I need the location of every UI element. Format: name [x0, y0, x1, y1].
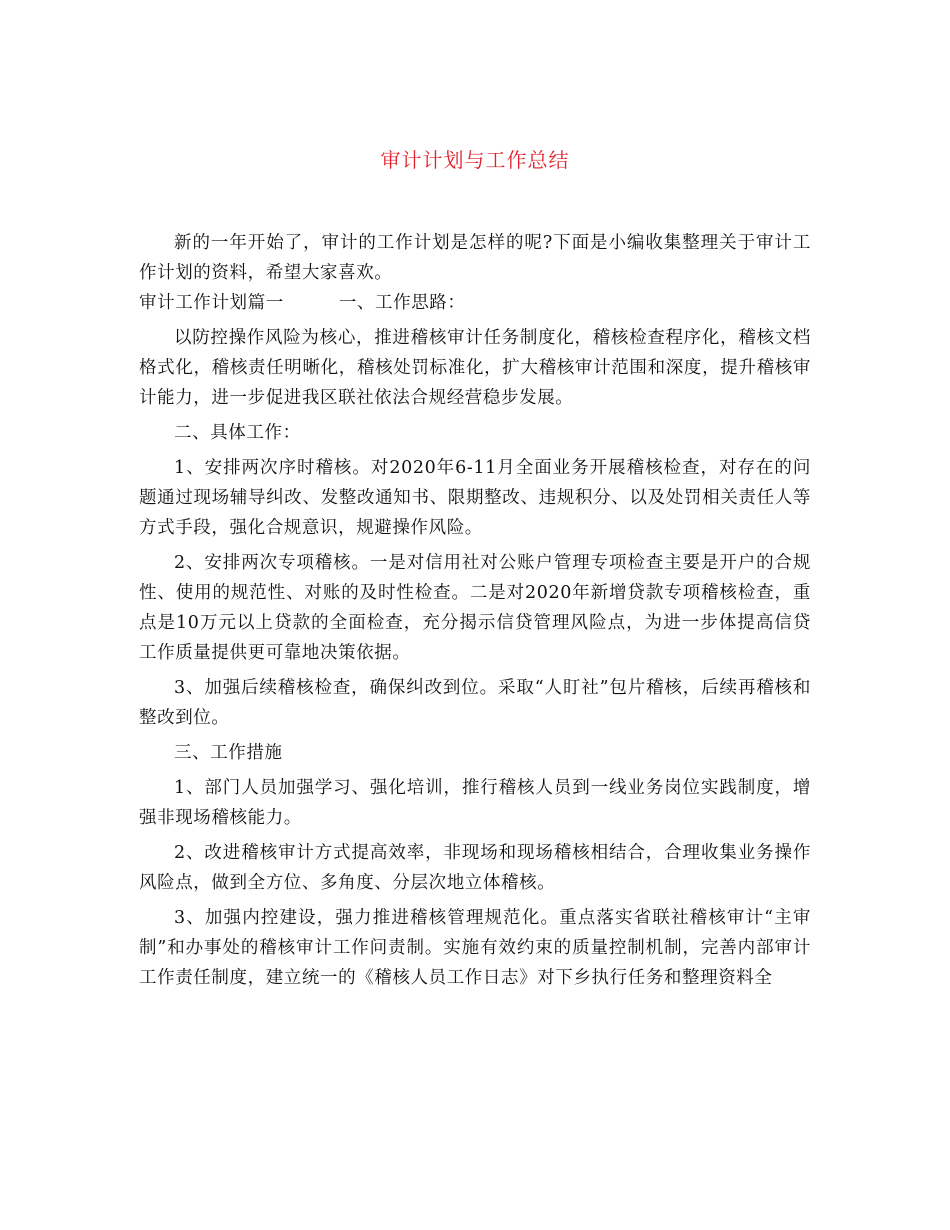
document-body [139, 228, 811, 993]
work-ideas-paragraph: 以防控操作风险为核心，推进稽核审计任务制度化，稽核检查程序化，稽核文档格式化，稽核责任明晰化，稽核处罚标准化，扩大稽核审计范围和深度，提升稽核审计能力，进一步促进我区联社依法合规经营稳步发展。 [139, 328, 811, 408]
heading-specific-work: 二、具体工作： [174, 423, 301, 443]
specific-work-item-3: 3、加强后续稽核检查，确保纠改到位。采取“人盯社”包片稽核，后续再稽核和整改到位。 [139, 678, 811, 728]
section-heading-line [139, 288, 811, 318]
specific-work-item-2: 2、安排两次专项稽核。一是对信用社对公账户管理专项检查主要是开户的合规性、使用的规范性、对账的及时性检查。二是对2020年新增贷款专项稽核检查，重点是10万元以上贷款的全面检查，充分揭示信贷管理风险点，为进一步体提高信贷工作质量提供更可靠地决策依据。 [139, 553, 811, 663]
specific-work-item-1: 1、安排两次序时稽核。对2020年6-11月全面业务开展稽核检查，对存在的问题通过现场辅导纠改、发整改通知书、限期整改、违规积分、以及处罚相关责任人等方式手段，强化合规意识，规避操作风险。 [139, 458, 811, 538]
measure-item-1: 1、部门人员加强学习、强化培训，推行稽核人员到一线业务岗位实践制度，增强非现场稽核能力。 [139, 778, 811, 828]
document-title: 审计计划与工作总结 [380, 148, 570, 172]
heading-work-measures: 三、工作措施 [174, 743, 283, 763]
measure-item-2: 2、改进稽核审计方式提高效率，非现场和现场稽核相结合，合理收集业务操作风险点，做到全方位、多角度、分层次地立体稽核。 [139, 843, 811, 893]
measure-item-3: 3、加强内控建设，强力推进稽核管理规范化。重点落实省联社稽核审计“主审制”和办事处的稽核审计工作问责制。实施有效约束的质量控制机制，完善内部审计工作责任制度，建立统一的《稽核人员工作日志》对下乡执行任务和整理资料全 [139, 908, 811, 988]
intro-paragraph: 新的一年开始了，审计的工作计划是怎样的呢?下面是小编收集整理关于审计工作计划的资料，希望大家喜欢。 [139, 233, 811, 283]
section-label: 审计工作计划篇一 [139, 293, 284, 313]
heading-work-ideas: 一、工作思路： [338, 293, 466, 313]
